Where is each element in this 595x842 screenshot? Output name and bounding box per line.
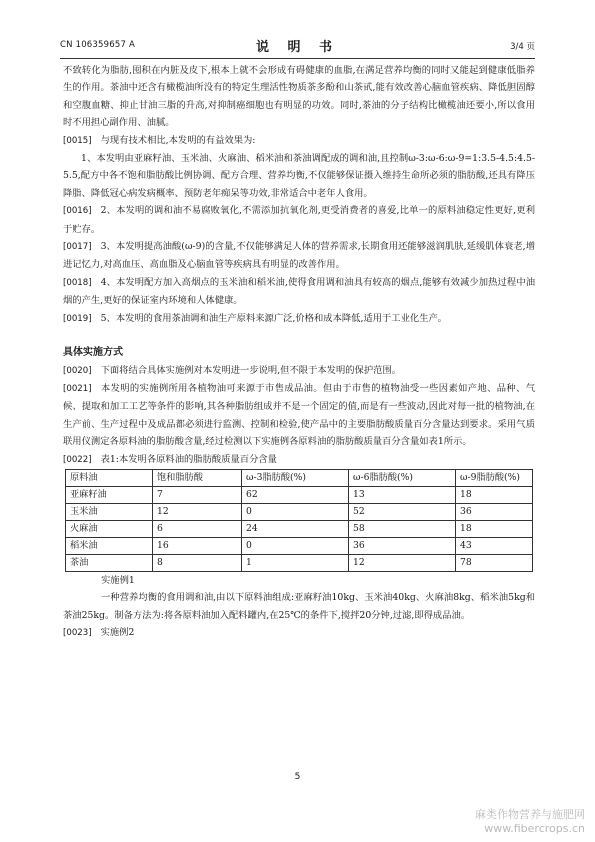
- table-cell: 1: [242, 554, 349, 571]
- paragraph-text: 与现有技术相比,本发明的有益效果为:: [100, 134, 256, 146]
- table-header-cell: ω-3脂肪酸(%): [242, 469, 349, 486]
- paragraph-text: 本发明的实施例所用各植物油可来源于市售成品油。但由于市售的植物油受一些因素如产地、品种、气候、提取和加工工艺等条件的影响,其各种脂肪组成并不是一个固定的值,而是有一些波动,因此对每一批的植物油,在生产前、生产过程中及成品都必须进行监测、控制和检验,使产品中的主要脂肪酸质量百分含量达到要求。采用气质联用仪测定各原料油的脂肪酸含量,经过检测以下实施例各原料油的脂肪酸质量百分含量如表1所示。: [63, 382, 535, 448]
- table-header-row: [66, 469, 533, 486]
- paragraph-0021: [63, 380, 535, 451]
- table-cell: 78: [456, 554, 533, 571]
- paragraph-0019: [63, 310, 535, 328]
- table-cell: 7: [153, 486, 242, 503]
- document-title: 说 明 书: [255, 40, 340, 55]
- paragraph-number: [0017]: [63, 242, 92, 253]
- document-body: [63, 62, 535, 643]
- table-cell: 58: [349, 520, 456, 537]
- table-cell: 36: [349, 537, 456, 554]
- table-cell: 12: [349, 554, 456, 571]
- fatty-acid-table: [65, 469, 533, 572]
- table-cell: 18: [456, 520, 533, 537]
- publication-number: CN 106359657 A: [60, 40, 135, 50]
- watermark-line-2: www.fibercrops.cn: [484, 822, 585, 835]
- table-cell: 玉米油: [66, 503, 153, 520]
- table-cell: 0: [242, 537, 349, 554]
- table-row: [66, 503, 533, 520]
- paragraph-0016: [63, 202, 535, 238]
- paragraph-0023: [63, 624, 535, 642]
- header-divider: [60, 58, 535, 59]
- table-cell: 茶油: [66, 554, 153, 571]
- paragraph-number: [0020]: [63, 365, 92, 376]
- paragraph-0017: [63, 238, 535, 274]
- table-header-cell: ω-6脂肪酸(%): [349, 469, 456, 486]
- paragraph-text: 4、本发明配方加入高烟点的玉米油和稻米油,使得食用调和油具有较高的烟点,能够有效减少加热过程中油烟的产生,更好的保证室内环境和人体健康。: [63, 276, 535, 307]
- paragraph-number: [0016]: [63, 206, 92, 217]
- table-row: [66, 486, 533, 503]
- paragraph-text: 3、本发明提高油酸(ω-9)的含量,不仅能够满足人体的营养需求,长期食用还能够滋润肌肤,延缓肌体衰老,增进记忆力,对高血压、高血脂及心脑血管等疾病具有明显的改善作用。: [63, 241, 535, 271]
- table-row: [66, 537, 533, 554]
- table-cell: 稻米油: [66, 537, 153, 554]
- paragraph-number: [0021]: [63, 383, 92, 394]
- paragraph-number: [0022]: [63, 454, 92, 465]
- example-1-title: 实施例1: [101, 574, 135, 586]
- page-number: 5: [294, 772, 301, 782]
- table-row: [66, 554, 533, 571]
- paragraph-number: [0019]: [63, 313, 92, 324]
- table-cell: 13: [349, 486, 456, 503]
- paragraph-0022: [63, 451, 535, 469]
- example-1-text: 一种营养均衡的食用调和油,由以下原料油组成:亚麻籽油10kg、玉米油40kg、火麻油8kg、稻米油5kg和茶油25kg。制备方法为:将各原料油加入配料罐内,在25℃的条件下,搅拌20分钟,过滤,即得成品油。: [63, 592, 535, 621]
- paragraph-number: [0018]: [63, 277, 92, 288]
- table-cell: 火麻油: [66, 520, 153, 537]
- paragraph-0020: [63, 362, 535, 380]
- table-cell: 52: [349, 503, 456, 520]
- table-cell: 43: [456, 537, 533, 554]
- table-header-cell: 饱和脂肪酸: [153, 469, 242, 486]
- table-cell: 12: [153, 503, 242, 520]
- paragraph-0018: [63, 274, 535, 310]
- table-cell: 24: [242, 520, 349, 537]
- table-row: [66, 520, 533, 537]
- watermark-line-1: 麻类作物营养与施肥网: [475, 808, 585, 821]
- page-indicator: 3/4 页: [510, 42, 535, 52]
- paragraph-text: 5、本发明的食用茶油调和油生产原料来源广泛,价格和成本降低,适用于工业化生产。: [100, 312, 448, 324]
- table-cell: 62: [242, 486, 349, 503]
- table-cell: 亚麻籽油: [66, 486, 153, 503]
- watermark: [475, 806, 585, 835]
- table-cell: 0: [242, 503, 349, 520]
- intro-paragraph: 不致转化为脂肪,囤积在内脏及皮下,根本上就不会形成有碍健康的血脂,在满足营养均衡的同时又能起到健康低脂养生的作用。茶油中还含有橄榄油所没有的特定生理活性物质茶多酚和山茶甙,能有效改善心脑血管疾病、降低胆固醇和空腹血糖、抑止甘油三脂的升高,对抑制癌细胞也有明显的功效。同时,茶油的分子结构比橄榄油还要小,所以食用时不用担心副作用、油腻。: [63, 65, 535, 129]
- paragraph-number: [0023]: [63, 628, 92, 639]
- paragraph-text: 实施例2: [100, 627, 135, 639]
- paragraph-number: [0015]: [63, 135, 92, 146]
- section-heading: 具体实施方式: [63, 347, 123, 359]
- paragraph-text: 2、本发明的调和油不易腐败氧化,不需添加抗氧化剂,更受消费者的喜爱,比单一的原料油稳定性更好,更利于贮存。: [63, 205, 535, 235]
- table-header-cell: 原料油: [66, 469, 153, 486]
- table-cell: 6: [153, 520, 242, 537]
- table-cell: 16: [153, 537, 242, 554]
- benefit-1: 1、本发明由亚麻籽油、玉米油、火麻油、稻米油和茶油调配成的调和油,且控制ω-3:ω-6:ω-9=1:3.5-4.5:4.5-5.5,配方中各不饱和脂肪酸比例协调、配方合理、营养均衡,不仅能够保证摄入维持生命所必须的脂肪酸,还具有降压降脂、降低冠心病发病概率、预防老年痴呆等功效,非常适合中老年人食用。: [63, 153, 535, 199]
- table-cell: 36: [456, 503, 533, 520]
- paragraph-text: 下面将结合具体实施例对本发明进一步说明,但不限于本发明的保护范围。: [100, 364, 402, 376]
- page-header: [60, 36, 535, 54]
- table-cell: 18: [456, 486, 533, 503]
- table-header-cell: ω-9脂肪酸(%): [456, 469, 533, 486]
- table-cell: 8: [153, 554, 242, 571]
- paragraph-0015: [63, 132, 535, 150]
- table-caption: 表1:本发明各原料油的脂肪酸质量百分含量: [100, 453, 277, 465]
